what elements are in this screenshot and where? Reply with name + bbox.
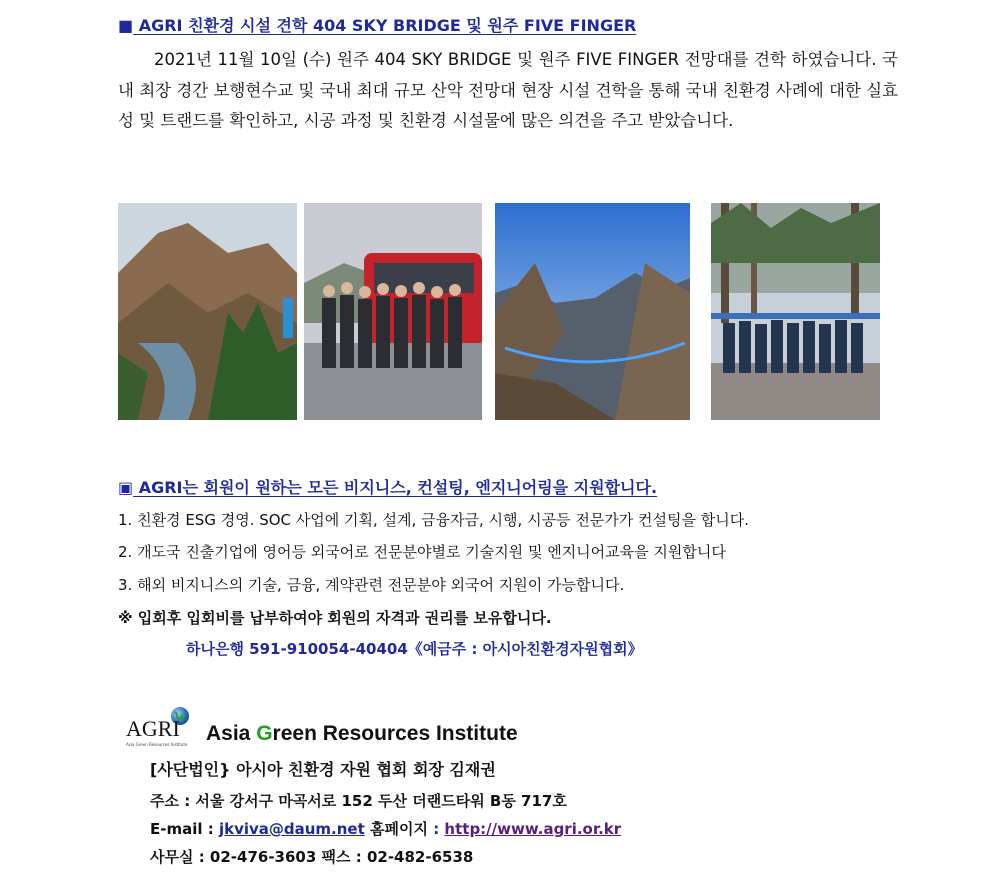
- agri-logo: [126, 706, 192, 752]
- list-item: 2. 개도국 진출기업에 영어등 외국어로 전문분야별로 기술지원 및 엔지니어교육을 지원합니다: [118, 543, 726, 561]
- section2-heading: [118, 475, 657, 498]
- email-link[interactable]: jkviva@daum.net: [218, 820, 365, 838]
- address: 주소 : 서울 강서구 마곡서로 152 두산 더랜드타워 B동 717호: [150, 792, 567, 810]
- logo-text: AGRI: [126, 716, 180, 741]
- square-bullet-icon: ■: [118, 16, 134, 35]
- mountain-valley-photo: [118, 203, 297, 420]
- membership-note: ※ 입회후 입회비를 납부하여야 회원의 자격과 권리를 보유합니다.: [118, 609, 552, 627]
- section1-title: AGRI 친환경 시설 견학 404 SKY BRIDGE 및 원주 FIVE FINGER: [138, 16, 637, 35]
- contact-line: E-mail : jkviva@daum.net 홈페이지 : http://www.agri.or.kr: [150, 820, 622, 838]
- boxed-square-bullet-icon: ▣: [118, 478, 134, 497]
- phone-fax: 사무실 : 02-476-3603 팩스 : 02-482-6538: [150, 848, 474, 866]
- group-by-red-bus-photo: [304, 203, 482, 420]
- section1-body: 2021년 11월 10일 (수) 원주 404 SKY BRIDGE 및 원주 FIVE FINGER 전망대를 견학 하였습니다. 국내 최장 경간 보행현수교 및 국내 최대 규모 산악 전망대 현장 시설 견학을 통해 국내 친환경 사례에 대한 실효성 및 트랜드를 확인하고, 시공 과정 및 친환경 시설물에 많은 의견을 주고 받았습니다.: [118, 50, 898, 130]
- suspension-bridge-photo: [495, 203, 690, 420]
- section2-title: AGRI는 회원이 원하는 모든 비지니스, 컨설팅, 엔지니어링을 지원합니다.: [138, 478, 658, 497]
- list-item: 1. 친환경 ESG 경영. SOC 사업에 기획, 설계, 금융자금, 시행, 시공등 전문가가 컨설팅을 합니다.: [118, 511, 750, 529]
- list-item: 3. 해외 비지니스의 기술, 금융, 계약관련 전문분야 외국어 지원이 가능합니다.: [118, 576, 625, 594]
- bank-account: 하나은행 591-910054-40404《예금주 : 아시아친환경자원협회》: [186, 640, 643, 658]
- section1-heading: [118, 13, 636, 36]
- org-english-name: Asia Green Resources Institute: [206, 722, 518, 745]
- org-korean-name: [사단법인} 아시아 친환경 자원 협회 회장 김재권: [150, 760, 496, 779]
- logo-subtext: Asia Green Resources Institute: [126, 742, 188, 747]
- group-on-deck-photo: [711, 203, 880, 420]
- homepage-link[interactable]: http://www.agri.or.kr: [444, 820, 622, 838]
